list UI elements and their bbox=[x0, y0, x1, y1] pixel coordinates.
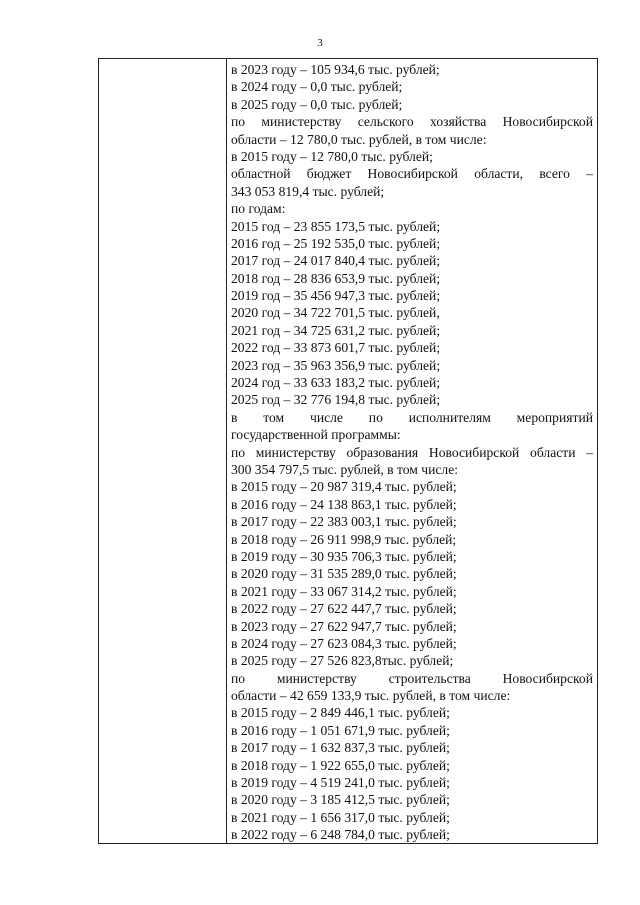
text-line: в 2019 году – 4 519 241,0 тыс. рублей; bbox=[231, 775, 450, 791]
text-line: 343 053 819,4 тыс. рублей; bbox=[231, 183, 385, 199]
text-line: в 2020 году – 31 535 289,0 тыс. рублей; bbox=[231, 566, 457, 582]
text-line: в 2016 году – 1 051 671,9 тыс. рублей; bbox=[231, 722, 450, 738]
text-line: в 2022 году – 27 622 447,7 тыс. рублей; bbox=[231, 601, 457, 617]
text-line: по министерству сельского хозяйства Новосибирской bbox=[231, 114, 593, 130]
text-line: по министерству образования Новосибирской области – bbox=[231, 444, 593, 460]
text-line: 2020 год – 34 722 701,5 тыс. рублей, bbox=[231, 305, 440, 321]
page-number: 3 bbox=[317, 37, 323, 49]
text-line: в 2020 году – 3 185 412,5 тыс. рублей; bbox=[231, 792, 450, 808]
text-line: 2021 год – 34 725 631,2 тыс. рублей; bbox=[231, 322, 441, 338]
text-line: 2022 год – 33 873 601,7 тыс. рублей; bbox=[231, 340, 441, 356]
text-line: области – 12 780,0 тыс. рублей, в том числе: bbox=[231, 131, 487, 147]
text-line: 300 354 797,5 тыс. рублей, в том числе: bbox=[231, 461, 459, 477]
text-line: в 2024 году – 27 623 084,3 тыс. рублей; bbox=[231, 635, 457, 651]
text-line: в 2018 году – 26 911 998,9 тыс. рублей; bbox=[231, 531, 457, 547]
text-line: 2015 год – 23 855 173,5 тыс. рублей; bbox=[231, 218, 441, 234]
text-line: в 2019 году – 30 935 706,3 тыс. рублей; bbox=[231, 548, 457, 564]
text-line: по годам: bbox=[231, 201, 286, 217]
text-line: в 2025 году – 27 526 823,8тыс. рублей; bbox=[231, 653, 454, 669]
text-line: 2025 год – 32 776 194,8 тыс. рублей; bbox=[231, 392, 441, 408]
text-line: 2019 год – 35 456 947,3 тыс. рублей; bbox=[231, 288, 441, 304]
text-line: в 2022 году – 6 248 784,0 тыс. рублей; bbox=[231, 827, 450, 843]
text-line: в 2023 году – 27 622 947,7 тыс. рублей; bbox=[231, 618, 457, 634]
document-table bbox=[98, 58, 598, 844]
text-line: в 2016 году – 24 138 863,1 тыс. рублей; bbox=[231, 496, 457, 512]
text-line: 2016 год – 25 192 535,0 тыс. рублей; bbox=[231, 235, 441, 251]
text-line: в 2017 году – 22 383 003,1 тыс. рублей; bbox=[231, 514, 457, 530]
text-line: 2018 год – 28 836 653,9 тыс. рублей; bbox=[231, 270, 441, 286]
table-left-cell bbox=[99, 59, 227, 843]
text-line: 2017 год – 24 017 840,4 тыс. рублей; bbox=[231, 253, 441, 269]
text-line: области – 42 659 133,9 тыс. рублей, в том числе: bbox=[231, 688, 511, 704]
text-line: в том числе по исполнителям мероприятий bbox=[231, 409, 593, 425]
text-line: в 2024 году – 0,0 тыс. рублей; bbox=[231, 79, 403, 95]
text-line: в 2017 году – 1 632 837,3 тыс. рублей; bbox=[231, 740, 450, 756]
text-line: в 2021 году – 1 656 317,0 тыс. рублей; bbox=[231, 809, 450, 825]
text-line: в 2021 году – 33 067 314,2 тыс. рублей; bbox=[231, 583, 457, 599]
table-right-cell bbox=[227, 59, 597, 843]
text-line: в 2025 году – 0,0 тыс. рублей; bbox=[231, 96, 403, 112]
text-line: в 2015 году – 2 849 446,1 тыс. рублей; bbox=[231, 705, 450, 721]
text-line: государственной программы: bbox=[231, 427, 401, 443]
text-line: 2024 год – 33 633 183,2 тыс. рублей; bbox=[231, 375, 441, 391]
text-line: в 2018 году – 1 922 655,0 тыс. рублей; bbox=[231, 757, 450, 773]
text-line: областной бюджет Новосибирской области, всего – bbox=[231, 166, 593, 182]
text-line: 2023 год – 35 963 356,9 тыс. рублей; bbox=[231, 357, 441, 373]
text-line: в 2015 году – 20 987 319,4 тыс. рублей; bbox=[231, 479, 457, 495]
text-line: в 2015 году – 12 780,0 тыс. рублей; bbox=[231, 148, 433, 164]
text-line: по министерству строительства Новосибирской bbox=[231, 670, 593, 686]
text-line: в 2023 году – 105 934,6 тыс. рублей; bbox=[231, 62, 440, 77]
